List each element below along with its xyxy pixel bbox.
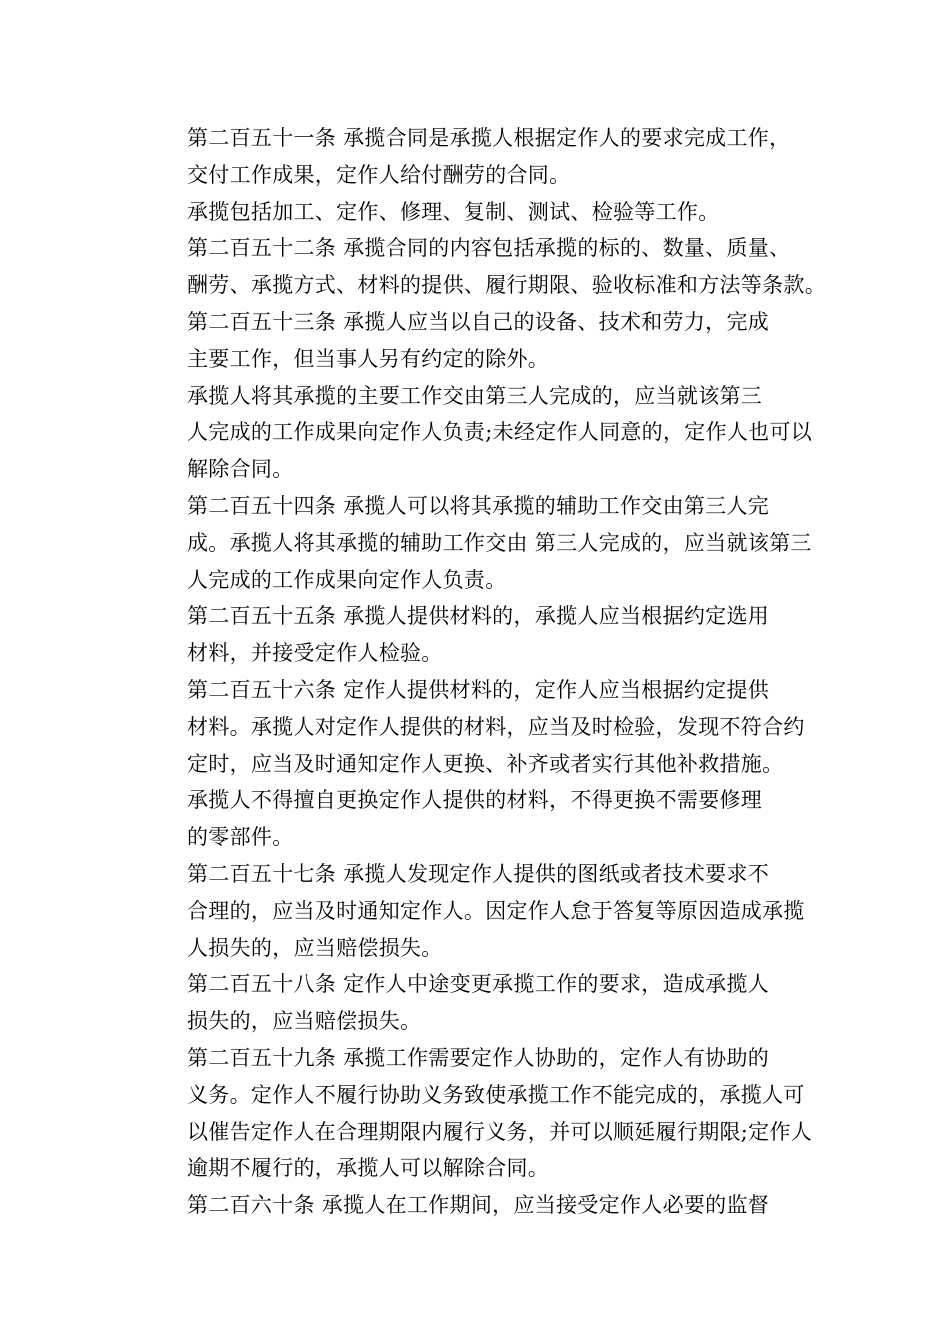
text-line: 义务。定作人不履行协助义务致使承揽工作不能完成的，承揽人可 [187, 1082, 805, 1107]
text-line: 承揽人不得擅自更换定作人提供的材料，不得更换不需要修理 [187, 788, 763, 813]
text-line: 第二百五十八条 定作人中途变更承揽工作的要求，造成承揽人 [187, 972, 770, 997]
text-line: 第二百五十二条 承揽合同的内容包括承揽的标的、数量、质量、 [187, 236, 791, 261]
paragraph-article-256 [143, 672, 813, 782]
text-line: 解除合同。 [187, 457, 294, 482]
text-line: 第二百五十七条 承揽人发现定作人提供的图纸或者技术要求不 [187, 861, 770, 886]
paragraph-article-251 [143, 120, 813, 194]
text-line: 合理的，应当及时通知定作人。因定作人怠于答复等原因造成承揽 [187, 898, 805, 923]
paragraph-article-257 [143, 856, 813, 966]
document-page [143, 120, 826, 1224]
text-line: 第二百六十条 承揽人在工作期间，应当接受定作人必要的监督 [187, 1193, 770, 1218]
text-line: 损失的，应当赔偿损失。 [187, 1009, 422, 1034]
paragraph-article-255 [143, 598, 813, 672]
text-line: 的零部件。 [187, 825, 294, 850]
text-line: 材料，并接受定作人检验。 [187, 641, 443, 666]
paragraph-article-251-scope [143, 194, 813, 231]
text-line: 承揽人将其承揽的主要工作交由第三人完成的，应当就该第三 [187, 383, 763, 408]
text-line: 成。承揽人将其承揽的辅助工作交由 第三人完成的，应当就该第三 [187, 530, 812, 555]
paragraph-article-256-materials [143, 782, 813, 856]
text-line: 以催告定作人在合理期限内履行义务，并可以顺延履行期限;定作人 [187, 1119, 813, 1144]
paragraph-article-260 [143, 1187, 813, 1224]
paragraph-article-258 [143, 966, 813, 1040]
paragraph-article-253-subcontract [143, 378, 813, 488]
text-line: 第二百五十三条 承揽人应当以自己的设备、技术和劳力，完成 [187, 309, 770, 334]
text-line: 人完成的工作成果向定作人负责。 [187, 567, 507, 592]
text-line: 人完成的工作成果向定作人负责;未经定作人同意的，定作人也可以 [187, 420, 813, 445]
text-line: 承揽包括加工、定作、修理、复制、测试、检验等工作。 [187, 199, 720, 224]
text-line: 第二百五十九条 承揽工作需要定作人协助的，定作人有协助的 [187, 1045, 770, 1070]
text-line: 第二百五十四条 承揽人可以将其承揽的辅助工作交由第三人完 [187, 493, 770, 518]
text-line: 酬劳、承揽方式、材料的提供、履行期限、验收标准和方法等条款。 [187, 273, 826, 298]
text-line: 第二百五十五条 承揽人提供材料的，承揽人应当根据约定选用 [187, 604, 770, 629]
paragraph-article-259 [143, 1040, 813, 1187]
text-line: 定时，应当及时通知定作人更换、补齐或者实行其他补救措施。 [187, 751, 784, 776]
text-line: 人损失的，应当赔偿损失。 [187, 935, 443, 960]
text-line: 材料。承揽人对定作人提供的材料，应当及时检验，发现不符合约 [187, 714, 805, 739]
text-line: 主要工作，但当事人另有约定的除外。 [187, 346, 550, 371]
paragraph-article-254 [143, 488, 813, 598]
text-line: 第二百五十六条 定作人提供材料的，定作人应当根据约定提供 [187, 677, 770, 702]
text-line: 第二百五十一条 承揽合同是承揽人根据定作人的要求完成工作， [187, 126, 791, 150]
paragraph-article-252 [143, 230, 826, 304]
text-line: 交付工作成果，定作人给付酬劳的合同。 [187, 162, 571, 187]
paragraph-article-253 [143, 304, 813, 378]
text-line: 逾期不履行的，承揽人可以解除合同。 [187, 1156, 550, 1181]
